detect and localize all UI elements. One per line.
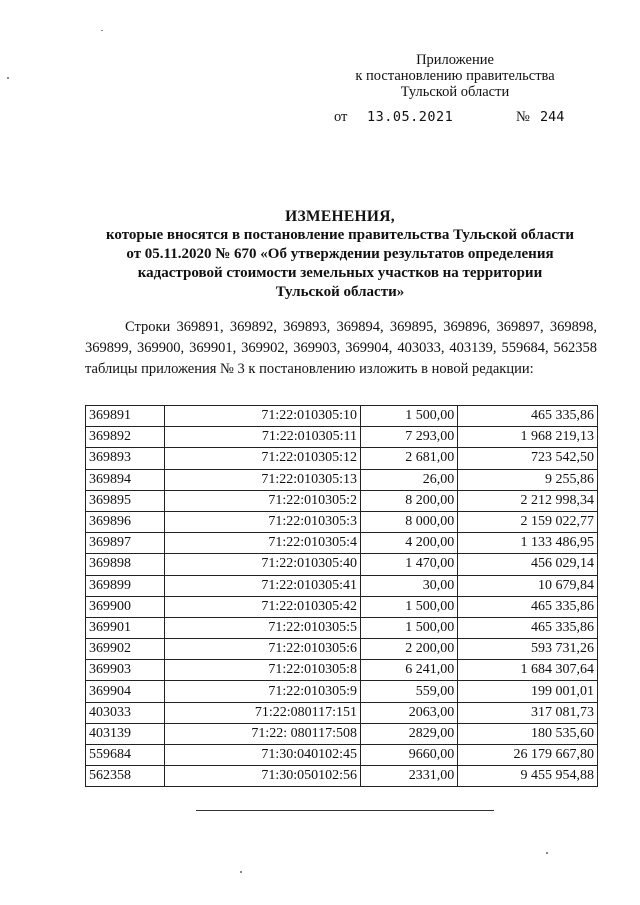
cadastral-value-cell: 10 679,84 xyxy=(458,575,598,596)
cadastral-number-cell: 71:22:010305:40 xyxy=(165,554,361,575)
cadastral-value-cell: 723 542,50 xyxy=(458,448,598,469)
cadastral-value-cell: 199 001,01 xyxy=(458,681,598,702)
cadastral-number-cell: 71:22:010305:11 xyxy=(165,427,361,448)
cadastral-value-cell: 1 684 307,64 xyxy=(458,660,598,681)
scan-speck xyxy=(240,871,242,873)
table-row xyxy=(86,596,598,617)
cadastral-number-cell: 71:22:010305:10 xyxy=(165,406,361,427)
scan-speck xyxy=(101,30,103,31)
table-row xyxy=(86,575,598,596)
area-cell: 9660,00 xyxy=(360,745,457,766)
table-row xyxy=(86,681,598,702)
cadastral-number-cell: 71:22:010305:9 xyxy=(165,681,361,702)
cadastral-value-cell: 9 255,86 xyxy=(458,469,598,490)
table-row xyxy=(86,490,598,511)
row-id-cell: 369898 xyxy=(86,554,165,575)
table-row xyxy=(86,702,598,723)
area-cell: 559,00 xyxy=(360,681,457,702)
cadastral-number-cell: 71:30:040102:45 xyxy=(165,745,361,766)
table-row xyxy=(86,639,598,660)
table-row xyxy=(86,745,598,766)
cadastral-value-cell: 1 133 486,95 xyxy=(458,533,598,554)
row-id-cell: 369897 xyxy=(86,533,165,554)
title-heading: ИЗМЕНЕНИЯ, xyxy=(285,208,395,225)
land-plots-table xyxy=(85,405,598,787)
table-body xyxy=(86,406,598,787)
appendix-line-3: Тульской области xyxy=(400,84,510,100)
cadastral-number-cell: 71:22:010305:42 xyxy=(165,596,361,617)
area-cell: 26,00 xyxy=(360,469,457,490)
table-row xyxy=(86,723,598,744)
table-row xyxy=(86,533,598,554)
cadastral-number-cell: 71:22:010305:12 xyxy=(165,448,361,469)
row-id-cell: 369900 xyxy=(86,596,165,617)
table-row xyxy=(86,406,598,427)
area-cell: 1 500,00 xyxy=(360,596,457,617)
title-line-4: Тульской области» xyxy=(275,284,405,300)
row-id-cell: 559684 xyxy=(86,745,165,766)
cadastral-value-cell: 180 535,60 xyxy=(458,723,598,744)
row-id-cell: 369895 xyxy=(86,490,165,511)
cadastral-value-cell: 465 335,86 xyxy=(458,617,598,638)
title-line-1: которые вносятся в постановление правительства Тульской области xyxy=(105,227,575,243)
document-title xyxy=(60,207,620,302)
table-row xyxy=(86,511,598,532)
date-prefix: от xyxy=(334,109,348,125)
row-id-cell: 403033 xyxy=(86,702,165,723)
row-id-cell: 562358 xyxy=(86,766,165,787)
cadastral-value-cell: 1 968 219,13 xyxy=(458,427,598,448)
row-id-cell: 369902 xyxy=(86,639,165,660)
table-row xyxy=(86,766,598,787)
cadastral-value-cell: 26 179 667,80 xyxy=(458,745,598,766)
area-cell: 4 200,00 xyxy=(360,533,457,554)
area-cell: 2331,00 xyxy=(360,766,457,787)
cadastral-number-cell: 71:22:010305:2 xyxy=(165,490,361,511)
table-row xyxy=(86,660,598,681)
document-date: 13.05.2021 xyxy=(367,109,454,125)
table-row xyxy=(86,617,598,638)
closing-rule xyxy=(196,810,494,811)
area-cell: 1 470,00 xyxy=(360,554,457,575)
area-cell: 2 200,00 xyxy=(360,639,457,660)
cadastral-value-cell: 2 212 998,34 xyxy=(458,490,598,511)
cadastral-number-cell: 71:22:080117:151 xyxy=(165,702,361,723)
cadastral-value-cell: 593 731,26 xyxy=(458,639,598,660)
area-cell: 2 681,00 xyxy=(360,448,457,469)
title-line-2: от 05.11.2020 № 670 «Об утверждении результатов определения xyxy=(126,246,554,262)
cadastral-value-cell: 2 159 022,77 xyxy=(458,511,598,532)
scan-speck xyxy=(546,852,548,854)
cadastral-number-cell: 71:22:010305:8 xyxy=(165,660,361,681)
cadastral-value-cell: 465 335,86 xyxy=(458,406,598,427)
table-row xyxy=(86,469,598,490)
cadastral-number-cell: 71:22:010305:41 xyxy=(165,575,361,596)
area-cell: 1 500,00 xyxy=(360,617,457,638)
cadastral-number-cell: 71:30:050102:56 xyxy=(165,766,361,787)
appendix-header xyxy=(330,52,580,100)
area-cell: 2063,00 xyxy=(360,702,457,723)
row-id-cell: 369894 xyxy=(86,469,165,490)
cadastral-value-cell: 317 081,73 xyxy=(458,702,598,723)
area-cell: 8 200,00 xyxy=(360,490,457,511)
table-row xyxy=(86,554,598,575)
row-id-cell: 369893 xyxy=(86,448,165,469)
cadastral-number-cell: 71:22:010305:13 xyxy=(165,469,361,490)
date-number-line xyxy=(334,109,574,129)
row-id-cell: 369891 xyxy=(86,406,165,427)
area-cell: 6 241,00 xyxy=(360,660,457,681)
document-number: 244 xyxy=(540,109,565,125)
row-id-cell: 369903 xyxy=(86,660,165,681)
area-cell: 1 500,00 xyxy=(360,406,457,427)
cadastral-number-cell: 71:22:010305:3 xyxy=(165,511,361,532)
area-cell: 2829,00 xyxy=(360,723,457,744)
row-id-cell: 403139 xyxy=(86,723,165,744)
cadastral-number-cell: 71:22: 080117:508 xyxy=(165,723,361,744)
cadastral-number-cell: 71:22:010305:4 xyxy=(165,533,361,554)
row-id-cell: 369892 xyxy=(86,427,165,448)
area-cell: 8 000,00 xyxy=(360,511,457,532)
cadastral-number-cell: 71:22:010305:5 xyxy=(165,617,361,638)
row-id-cell: 369899 xyxy=(86,575,165,596)
body-paragraph: Строки 369891, 369892, 369893, 369894, 369895, 369896, 369897, 369898, 369899, 369900, 369901, 369902, 369903, 369904, 403033, 403139, 559684, 562358 таблицы приложения № 3 к постановлению изложить в новой редакции: xyxy=(85,319,597,377)
cadastral-number-cell: 71:22:010305:6 xyxy=(165,639,361,660)
appendix-line-2: к постановлению правительства xyxy=(355,68,555,84)
area-cell: 30,00 xyxy=(360,575,457,596)
cadastral-value-cell: 456 029,14 xyxy=(458,554,598,575)
scan-speck xyxy=(7,77,9,79)
cadastral-value-cell: 9 455 954,88 xyxy=(458,766,598,787)
row-id-cell: 369896 xyxy=(86,511,165,532)
row-id-cell: 369901 xyxy=(86,617,165,638)
title-line-3: кадастровой стоимости земельных участков на территории xyxy=(137,265,543,281)
area-cell: 7 293,00 xyxy=(360,427,457,448)
number-sign: № xyxy=(516,109,530,125)
appendix-line-1: Приложение xyxy=(416,52,494,68)
cadastral-value-cell: 465 335,86 xyxy=(458,596,598,617)
table-row xyxy=(86,448,598,469)
row-id-cell: 369904 xyxy=(86,681,165,702)
table-row xyxy=(86,427,598,448)
